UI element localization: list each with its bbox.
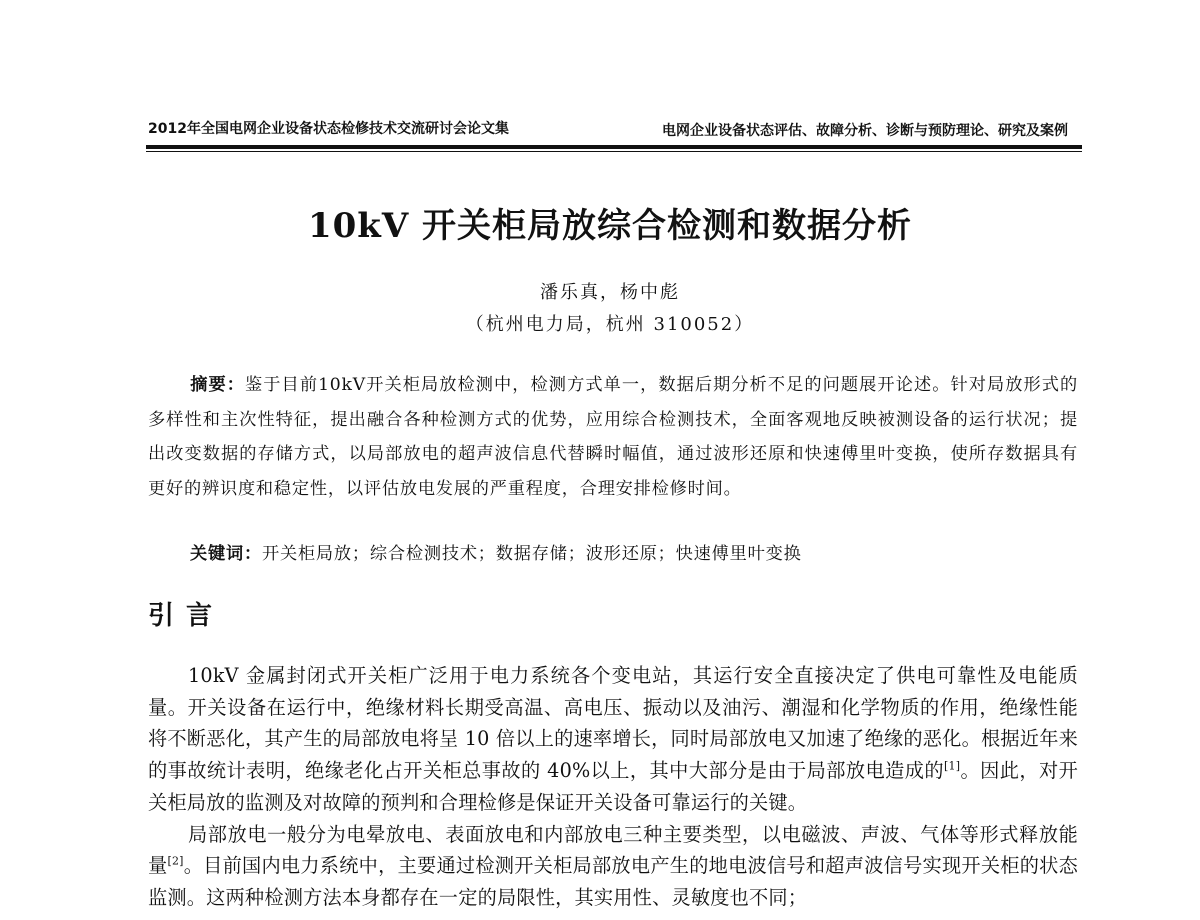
header-rule-thick	[146, 145, 1082, 149]
keywords-block	[190, 539, 1078, 564]
citation-ref-2: [2]	[167, 854, 184, 868]
body-paragraph	[148, 660, 1078, 819]
paper-authors: 潘乐真，杨中彪	[540, 282, 680, 303]
paper-affiliation: （杭州电力局，杭州 310052）	[465, 314, 755, 335]
body-text	[148, 660, 1078, 914]
section-heading-introduction: 引言	[148, 601, 225, 631]
header-rule-thin	[146, 151, 1082, 152]
paragraph-2-text: 局部放电一般分为电晕放电、表面放电和内部放电三种主要类型，以电磁波、声波、气体等形式释放能量	[148, 822, 1078, 878]
abstract-block	[148, 368, 1078, 506]
paper-title: 10kV 开关柜局放综合检测和数据分析	[307, 206, 913, 246]
keywords-label: 关键词：	[190, 544, 262, 564]
paragraph-1-text-continued: 。因此，对开关柜局放的监测及对故障的预判和合理检修是保证开关设备可靠运行的关键。	[148, 759, 1078, 814]
body-paragraph	[148, 819, 1078, 914]
paragraph-2-text-continued: 。目前国内电力系统中，主要通过检测开关柜局部放电产生的地电波信号和超声波信号实现开关柜的状态监测。这两种检测方法本身都存在一定的局限性，其实用性、灵敏度也不同；	[148, 854, 1079, 909]
header-topic-title: 电网企业设备状态评估、故障分析、诊断与预防理论、研究及案例	[662, 123, 1068, 139]
running-header	[148, 118, 1080, 140]
abstract-text: 鉴于目前10kV开关柜局放检测中，检测方式单一，数据后期分析不足的问题展开论述。针对局放形式的多样性和主次性特征，提出融合各种检测方式的优势，应用综合检测技术，全面客观地反映被测设备的运行状况；提出改变数据的存储方式，以局部放电的超声波信息代替瞬时幅值，通过波形还原和快速傅里叶变换，使所存数据具有更好的辨识度和稳定性，以评估放电发展的严重程度，合理安排检修时间。	[148, 375, 1078, 499]
header-proceedings-title: 2012年全国电网企业设备状态检修技术交流研讨会论文集	[148, 121, 509, 137]
keywords-text: 开关柜局放；综合检测技术；数据存储；波形还原；快速傅里叶变换	[261, 544, 802, 564]
paragraph-1-text: 10kV 金属封闭式开关柜广泛用于电力系统各个变电站，其运行安全直接决定了供电可靠性及电能质量。开关设备在运行中，绝缘材料长期受高温、高电压、振动以及油污、潮湿和化学物质的作用，绝缘性能将不断恶化，其产生的局部放电将呈 10 倍以上的速率增长，同时局部放电又加速了绝缘的恶化。根据近年来的事故统计表明，绝缘老化占开关柜总事故的 40%以上，其中大部分是由于局部放电造成的	[148, 664, 1078, 783]
abstract-label: 摘要：	[190, 375, 246, 395]
citation-ref-1: [1]	[944, 759, 961, 773]
